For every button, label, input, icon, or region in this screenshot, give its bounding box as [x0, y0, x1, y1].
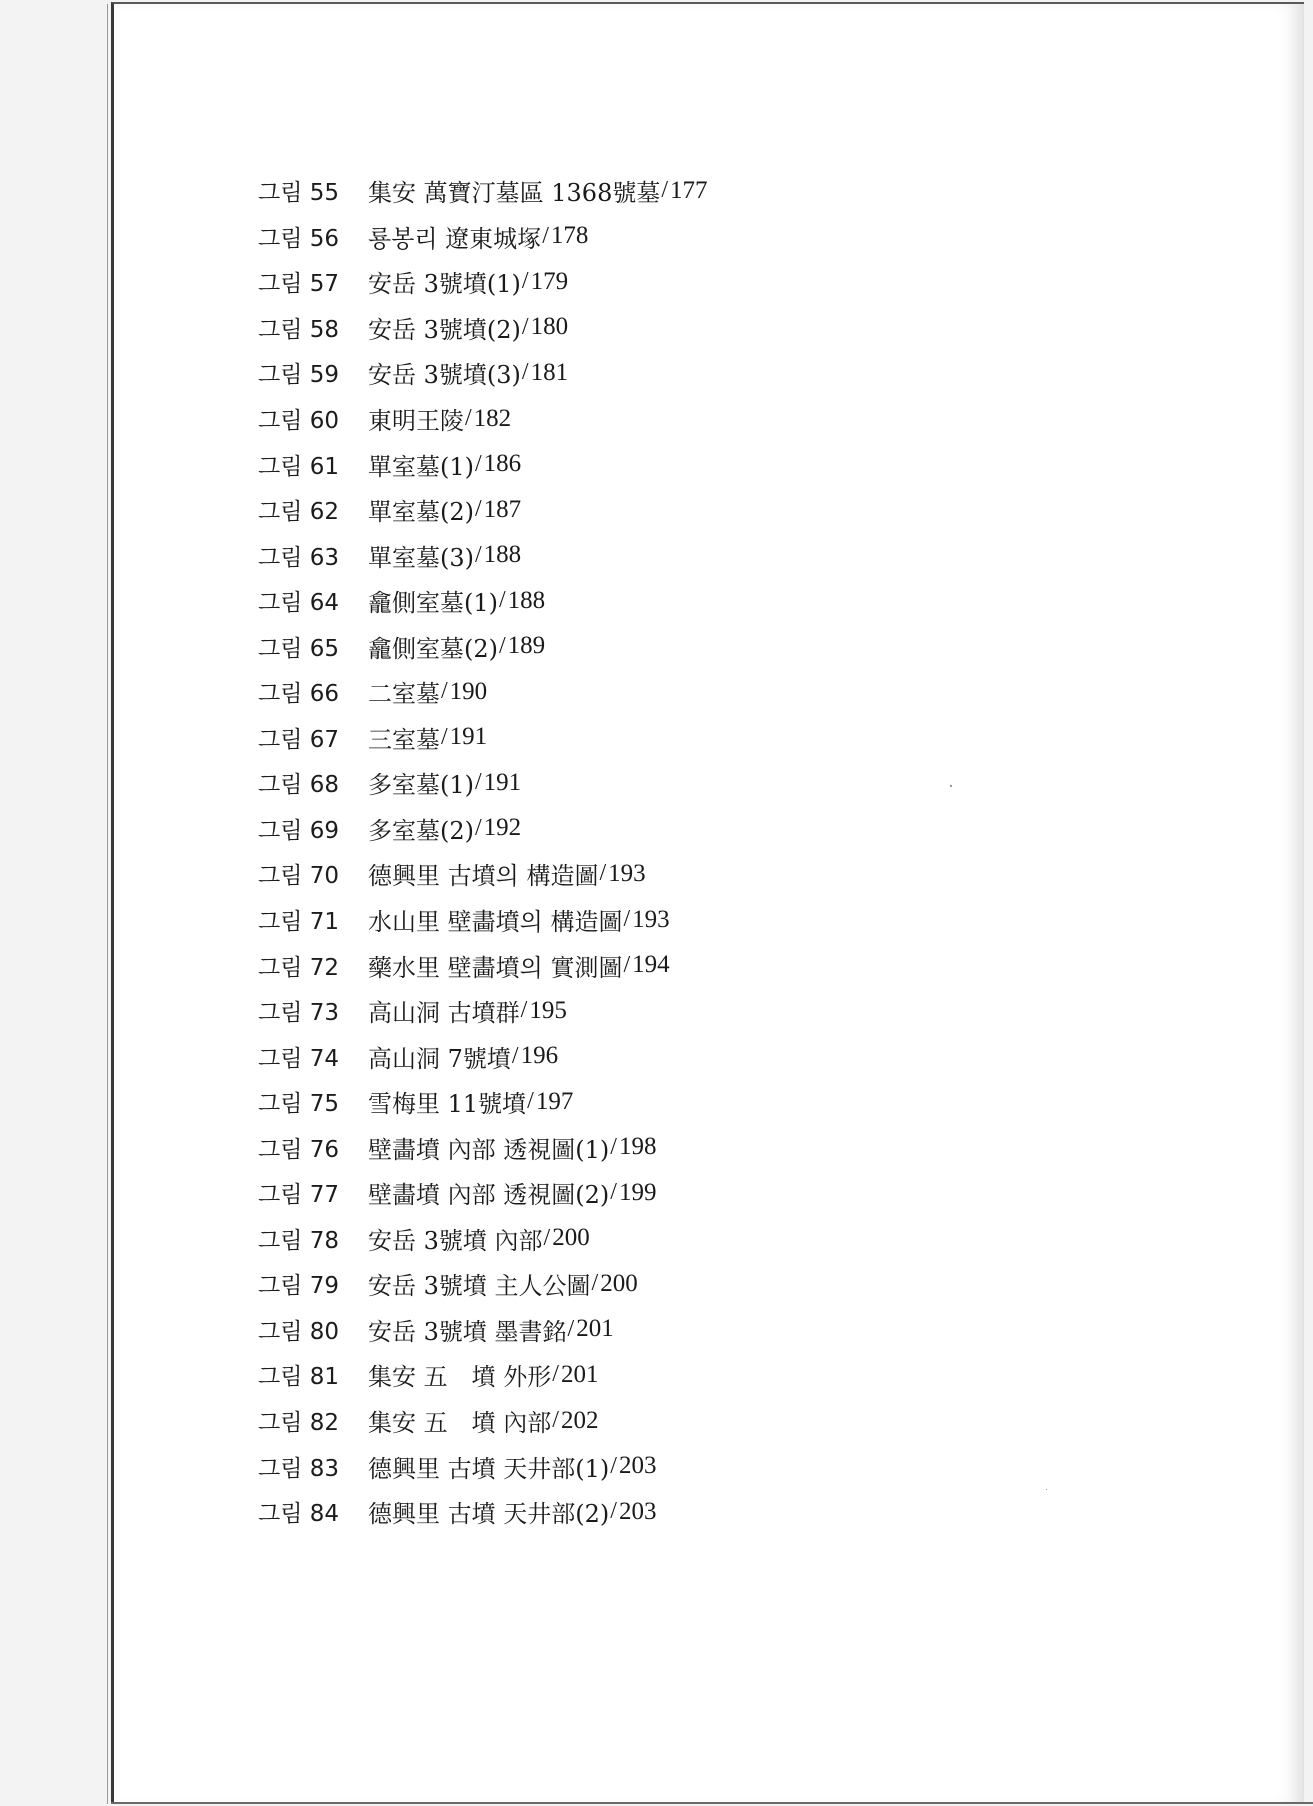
figure-title: 高山洞 7號墳: [368, 1044, 511, 1073]
figure-title: 單室墓(3): [368, 543, 474, 572]
page-separator: /: [543, 1224, 551, 1251]
figure-entry: [258, 715, 958, 761]
page-separator: /: [610, 1452, 617, 1479]
page-separator: /: [465, 405, 472, 431]
figure-entry: [258, 851, 958, 897]
page-separator: /: [511, 1042, 519, 1069]
figure-title: 集安 萬寶汀墓區 1368號墓: [368, 179, 661, 208]
page-number: 196: [520, 1042, 559, 1070]
page-separator: /: [475, 450, 482, 477]
figure-label: 그림 72: [258, 954, 340, 981]
figure-title: 集安 五 墳 外形: [368, 1363, 552, 1392]
page-number: 182: [473, 404, 512, 432]
figure-label: 그림 76: [258, 1136, 340, 1163]
page-separator: /: [521, 268, 529, 295]
figure-label: 그림 81: [258, 1364, 340, 1391]
figure-entry: [258, 669, 958, 715]
figure-title: 룡봉리 遼東城塚: [368, 224, 542, 253]
figure-title: 德興里 古墳 天井部(2): [368, 1500, 610, 1529]
page-number: 180: [530, 313, 569, 341]
page-number: 188: [483, 541, 522, 569]
figure-entry: [258, 487, 958, 533]
figure-title: 三室墓: [368, 725, 440, 754]
figure-label: 그림 55: [258, 180, 340, 207]
page-number: 203: [618, 1497, 657, 1525]
page-separator: /: [542, 222, 549, 249]
figure-entry: [258, 806, 958, 852]
figure-entry: [258, 1489, 958, 1535]
figure-title: 單室墓(2): [368, 498, 474, 527]
figure-label: 그림 65: [258, 635, 340, 662]
figure-label: 그림 78: [258, 1227, 340, 1254]
figure-entry: [258, 1352, 958, 1398]
page-number: 190: [449, 677, 488, 705]
page-number: 187: [483, 495, 522, 523]
page-separator: /: [610, 1133, 617, 1160]
figure-entry: [258, 214, 958, 260]
page-number: 203: [618, 1452, 657, 1480]
figure-label: 그림 82: [258, 1410, 340, 1437]
page-separator: /: [499, 587, 506, 614]
page-separator: /: [599, 860, 607, 887]
page-separator: /: [567, 1315, 575, 1342]
page-separator: /: [499, 632, 506, 659]
page-separator: /: [475, 814, 482, 841]
figure-label: 그림 60: [258, 408, 340, 434]
figure-label: 그림 61: [258, 453, 340, 480]
figure-label: 그림 64: [258, 590, 340, 617]
figure-entry: [258, 259, 958, 305]
figure-label: 그림 57: [258, 271, 340, 298]
figure-entry: [258, 168, 958, 214]
figure-label: 그림 67: [258, 726, 340, 753]
figure-label: 그림 80: [258, 1318, 340, 1345]
figure-title: 多室墓(2): [368, 816, 474, 845]
page-separator: /: [521, 359, 529, 386]
figure-entry: [258, 1307, 958, 1353]
figure-title: 東明王陵: [368, 407, 464, 435]
figure-title: 安岳 3號墳(3): [368, 361, 521, 390]
page-separator: /: [610, 1179, 617, 1206]
figure-title: 高山洞 古墳群: [368, 999, 520, 1028]
figure-label: 그림 84: [258, 1501, 340, 1528]
figure-title: 安岳 3號墳 內部: [368, 1226, 543, 1255]
page-separator: /: [552, 1407, 559, 1434]
figure-entry: [258, 532, 958, 578]
figure-label: 그림 77: [258, 1182, 340, 1209]
page-number: 194: [632, 951, 670, 979]
figure-entry: [258, 623, 958, 669]
page-edge-bottom: [111, 1802, 1313, 1804]
figure-entry: [258, 1124, 958, 1170]
page-number: 181: [530, 358, 569, 386]
page-number: 192: [483, 814, 522, 842]
page-separator: /: [661, 177, 669, 204]
page-number: 193: [608, 859, 646, 887]
page-separator: /: [441, 678, 448, 705]
figure-label: 그림 70: [258, 863, 340, 890]
page-separator: /: [527, 1088, 534, 1115]
figure-entry: [258, 1398, 958, 1444]
page-number: 201: [576, 1315, 614, 1343]
figure-label: 그림 68: [258, 772, 340, 799]
figure-label: 그림 58: [258, 316, 340, 343]
page-number: 201: [560, 1360, 599, 1388]
page-number: 195: [529, 996, 567, 1024]
figure-entry: [258, 1261, 958, 1307]
figure-entry: [258, 396, 958, 442]
figure-entry: [258, 1216, 958, 1262]
figure-title: 德興里 古墳 天井部(1): [368, 1454, 610, 1483]
page-edge-shadow: [107, 4, 108, 1804]
figure-label: 그림 71: [258, 909, 340, 936]
page-number: 199: [618, 1178, 657, 1206]
figure-label: 그림 69: [258, 817, 340, 844]
figure-entry: [258, 1443, 958, 1489]
figure-entry: [258, 1079, 958, 1125]
page-number: 200: [552, 1224, 590, 1252]
figure-entry: [258, 942, 958, 988]
page-separator: /: [520, 997, 528, 1024]
figure-title: 安岳 3號墳(2): [368, 315, 521, 344]
figure-label: 그림 79: [258, 1273, 340, 1300]
figure-label: 그림 83: [258, 1455, 340, 1482]
page-number: 189: [507, 632, 546, 660]
page-separator: /: [475, 496, 482, 523]
page-number: 197: [535, 1087, 574, 1115]
page-number: 202: [560, 1406, 599, 1434]
page-separator: /: [552, 1361, 559, 1388]
figure-title: 集安 五 墳 內部: [368, 1409, 552, 1438]
page-separator: /: [623, 906, 631, 933]
figure-label: 그림 63: [258, 544, 340, 571]
figure-label: 그림 56: [258, 225, 340, 252]
figure-entry: [258, 350, 958, 396]
page-number: 177: [670, 176, 708, 204]
figure-title: 安岳 3號墳(1): [368, 270, 521, 299]
figure-label: 그림 59: [258, 362, 340, 389]
figure-title: 藥水里 壁畵墳의 實測圖: [368, 953, 623, 982]
page-number: 188: [507, 586, 546, 614]
figure-title: 壁畵墳 內部 透視圖(1): [368, 1135, 610, 1164]
page-separator: /: [475, 769, 482, 796]
figure-entry: [258, 441, 958, 487]
figure-title: 多室墓(1): [368, 771, 474, 800]
page-number: 186: [483, 450, 522, 478]
figure-title: 單室墓(1): [368, 452, 474, 481]
page-number: 200: [600, 1269, 638, 1297]
page-separator: /: [623, 951, 631, 978]
figure-title: 德興里 古墳의 構造圖: [368, 862, 599, 891]
figure-label: 그림 66: [258, 681, 340, 708]
figure-title: 安岳 3號墳 主人公圖: [368, 1272, 591, 1301]
page-separator: /: [610, 1498, 617, 1525]
page-separator: /: [475, 541, 482, 568]
figure-title: 壁畵墳 內部 透視圖(2): [368, 1181, 610, 1210]
figure-label: 그림 73: [258, 1000, 340, 1027]
figure-entry: [258, 897, 958, 943]
page-number: 191: [449, 723, 488, 751]
figure-label: 그림 74: [258, 1045, 340, 1072]
figure-label: 그림 75: [258, 1091, 340, 1118]
figure-title: 水山里 壁畵墳의 構造圖: [368, 908, 623, 937]
page-number: 178: [550, 222, 589, 250]
figure-entry: [258, 305, 958, 351]
figure-title: 雪梅里 11號墳: [368, 1090, 527, 1119]
page-number: 198: [618, 1133, 657, 1161]
figure-entry: [258, 578, 958, 624]
figure-title: 龕側室墓(2): [368, 634, 498, 663]
page-number: 193: [632, 905, 670, 933]
page-separator: /: [591, 1270, 599, 1297]
figure-entry: [258, 1033, 958, 1079]
paper-speck: [1046, 1489, 1047, 1490]
page-number: 179: [530, 267, 569, 295]
page-number: 191: [483, 768, 522, 796]
page-separator: /: [521, 313, 529, 340]
figure-entry: [258, 1170, 958, 1216]
figure-entry: [258, 760, 958, 806]
figure-title: 二室墓: [368, 680, 440, 709]
figure-label: 그림 62: [258, 499, 340, 526]
figure-entry: [258, 988, 958, 1034]
figure-list: [258, 168, 958, 1534]
figure-title: 龕側室墓(1): [368, 589, 498, 618]
figure-title: 安岳 3號墳 墨書銘: [368, 1317, 567, 1346]
page-separator: /: [441, 723, 448, 750]
